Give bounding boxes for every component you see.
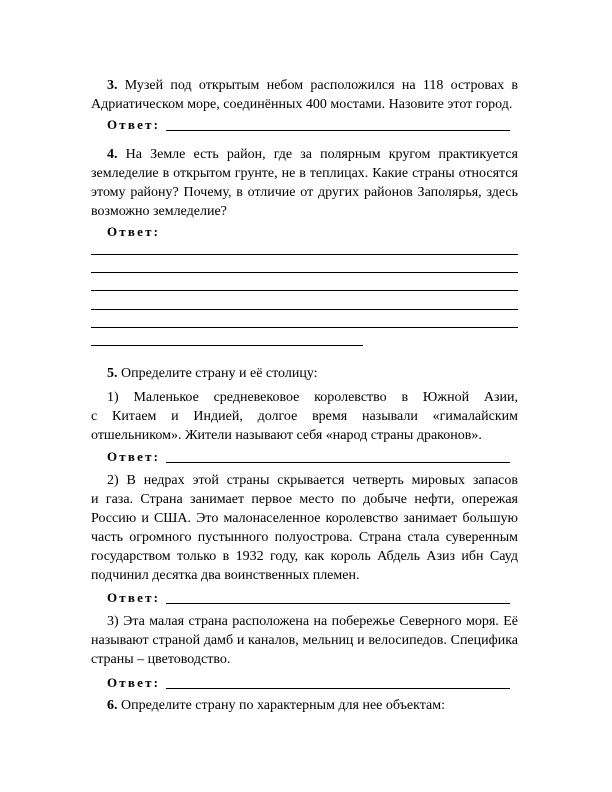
line-text: Определите страну по характерным для нее объектам: xyxy=(121,698,445,713)
line-text: часть огромного пустынного полуострова. Страна стала суверенным xyxy=(91,530,518,545)
line-text: подчинил десятка два воинственных племен. xyxy=(91,568,360,583)
question-number: 3. xyxy=(107,78,125,93)
line-text: На Земле есть район, где за полярным кругом практикуется xyxy=(125,147,518,162)
line-text: Адриатическом море, соединённых 400 мостами. Назовите этот город. xyxy=(91,97,513,112)
answer-label: Ответ: xyxy=(107,590,161,605)
line-text: государством только в 1932 году, как король Абдель Азиз ибн Сауд xyxy=(91,549,518,564)
text-line xyxy=(91,166,518,182)
line-text: и газа. Страна занимает первое место по добыче нефти, опережая xyxy=(91,492,518,507)
line-text: Определите страну и её столицу: xyxy=(121,366,318,381)
text-line xyxy=(91,185,518,201)
answer-input-line[interactable] xyxy=(91,272,518,273)
answer-input-line[interactable] xyxy=(91,309,518,310)
question-number: 6. xyxy=(107,698,121,713)
answer-input-line[interactable] xyxy=(91,254,518,255)
text-line xyxy=(91,204,518,220)
line-text: с Китаем и Индией, долгое время называли «гималайским xyxy=(91,409,518,424)
answer-input-line[interactable] xyxy=(91,290,518,291)
text-line xyxy=(91,652,518,668)
line-text: земледелие в открытом грунте, не в теплицах. Какие страны относятся xyxy=(91,166,518,181)
line-text: 1) Маленькое средневековое королевство в Южной Азии, xyxy=(107,390,518,405)
text-line xyxy=(107,366,518,382)
line-text: 2) В недрах этой страны скрывается четверть мировых запасов xyxy=(107,473,518,488)
line-text: называют страной дамб и каналов, мельниц и велосипедов. Специфика xyxy=(91,633,518,648)
line-text: 3) Эта малая страна расположена на побережье Северного моря. Её xyxy=(107,614,518,629)
text-line xyxy=(91,633,518,649)
text-line xyxy=(91,568,518,584)
text-line xyxy=(91,511,518,527)
text-line xyxy=(107,390,518,406)
text-line xyxy=(107,698,518,714)
answer-input-line[interactable] xyxy=(91,327,518,328)
answer-input-line[interactable] xyxy=(166,130,510,131)
text-line xyxy=(107,78,518,94)
answer-input-line[interactable] xyxy=(166,462,510,463)
answer-input-line[interactable] xyxy=(166,688,510,689)
answer-label: Ответ: xyxy=(107,224,161,239)
line-text: страны – цветоводство. xyxy=(91,652,231,667)
text-line xyxy=(91,97,518,113)
line-text: отшельником». Жители называют себя «народ страны драконов». xyxy=(91,428,482,443)
question-number: 4. xyxy=(107,147,126,162)
text-line xyxy=(91,428,518,444)
answer-input-line[interactable] xyxy=(166,603,510,604)
text-line xyxy=(107,473,518,489)
text-line xyxy=(91,409,518,425)
answer-label: Ответ: xyxy=(107,449,161,464)
answer-label: Ответ: xyxy=(107,117,161,132)
text-line xyxy=(91,530,518,546)
answer-label: Ответ: xyxy=(107,675,161,690)
text-line xyxy=(91,492,518,508)
answer-input-line[interactable] xyxy=(91,345,363,346)
text-line xyxy=(91,549,518,565)
line-text: Россию и США. Это малонаселенное королевство занимает большую xyxy=(91,511,518,526)
text-line xyxy=(107,147,518,163)
line-text: возможно земледелие? xyxy=(91,204,227,219)
text-line xyxy=(107,614,518,630)
line-text: Музей под открытым небом расположился на 118 островах в xyxy=(124,78,518,93)
question-number: 5. xyxy=(107,366,121,381)
line-text: этому району? Почему, в отличие от других районов Заполярья, здесь xyxy=(91,185,518,200)
